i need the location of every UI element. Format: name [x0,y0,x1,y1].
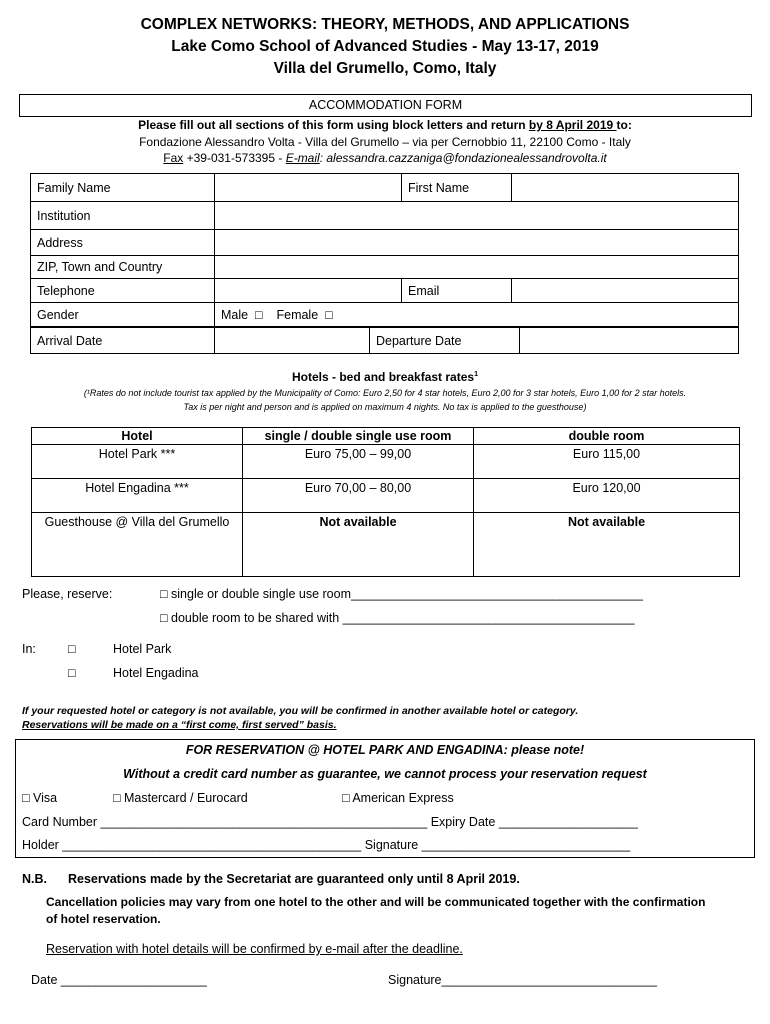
reserve-single-option[interactable]: □ single or double single use room__________________________________________ [160,587,643,601]
availability-notice: If your requested hotel or category is not available, you will be confirmed in another available hotel or category. [22,705,579,717]
email-field[interactable] [512,279,739,303]
hotel-park-checkbox[interactable]: □ [68,642,76,656]
hotel-engadina-option: Hotel Engadina [113,666,199,680]
form-title: ACCOMMODATION FORM [308,98,463,112]
hotels-note-line2: Tax is per night and person and is applied on maximum 4 nights. No tax is applied to the guesthouse) [183,402,587,412]
email-label: E-mail [285,151,320,165]
email-field-label: Email [402,279,512,303]
hotel-name: Hotel Engadina *** [32,479,243,513]
gender-options[interactable]: Male □ Female □ [215,303,739,327]
departure-label: Departure Date [370,328,520,354]
institution-field[interactable] [215,202,739,230]
instructions-to: to: [616,118,632,132]
first-come-notice: Reservations will be made on a “first come, first served” basis. [22,719,337,731]
hotel-col-header: Hotel [32,428,243,445]
single-rate: Euro 75,00 – 99,00 [243,445,474,479]
reserve-double-option[interactable]: □ double room to be shared with __________________________________________ [160,611,635,625]
institution-label: Institution [31,202,215,230]
instructions-text: Please fill out all sections of this form using block letters and return [138,118,529,132]
table-row [32,513,740,577]
double-rate: Not available [474,513,740,577]
double-col-header: double room [474,428,740,445]
hotel-engadina-checkbox[interactable]: □ [68,666,76,680]
date-line[interactable]: Date _____________________ [31,973,207,987]
table-row [32,479,740,513]
telephone-field[interactable] [215,279,402,303]
email-value: : alessandra.cazzaniga@fondazionealessandrovolta.it [319,151,607,165]
gender-label: Gender [31,303,215,327]
confirmation-note: Reservation with hotel details will be confirmed by e-mail after the deadline. [46,942,463,956]
hotel-name: Hotel Park *** [32,445,243,479]
address-label: Address [31,230,215,256]
first-name-field[interactable] [512,174,739,202]
single-col-header: single / double single use room [243,428,474,445]
reserve-label: Please, reserve: [22,587,113,601]
instructions-line1 [0,118,770,132]
table-row [32,445,740,479]
zip-field[interactable] [215,256,739,279]
cancellation-line1: Cancellation policies may vary from one hotel to the other and will be communicated together with the confirmation [46,895,706,909]
fax-label: Fax [163,151,184,165]
dates-table [30,327,739,354]
deadline-text: by 8 April 2019 [528,118,617,132]
cancellation-line2: of hotel reservation. [46,912,161,926]
hotels-footnote-mark: 1 [474,371,478,378]
fax-value: +39-031-573395 - [183,151,286,165]
instructions-contact [0,151,770,165]
family-name-label: Family Name [31,174,215,202]
arrival-field[interactable] [215,328,370,354]
hotel-name: Guesthouse @ Villa del Grumello [32,513,243,577]
hotels-title [0,370,770,384]
zip-label: ZIP, Town and Country [31,256,215,279]
amex-option[interactable]: □ American Express [342,791,454,805]
card-number-line[interactable]: Card Number _______________________________________________ Expiry Date ____________________ [22,815,638,829]
family-name-field[interactable] [215,174,402,202]
nb-label: N.B. [22,872,47,886]
arrival-label: Arrival Date [31,328,215,354]
single-rate: Euro 70,00 – 80,00 [243,479,474,513]
hotels-note-line1: (¹Rates do not include tourist tax applied by the Municipality of Como: Euro 2,50 for 4 star hotels, Euro 2,00 for 3 star hotels, Euro 1,00 for 2 star hotels. [83,388,687,398]
single-rate: Not available [243,513,474,577]
double-rate: Euro 120,00 [474,479,740,513]
hotels-title-text: Hotels - bed and breakfast rates [292,370,475,384]
form-title-box [19,94,752,117]
instructions-address: Fondazione Alessandro Volta - Villa del Grumello – via per Cernobbio 11, 22100 Como - Italy [139,135,631,149]
hotel-rates-table [31,427,740,577]
mastercard-option[interactable]: □ Mastercard / Eurocard [113,791,248,805]
address-field[interactable] [215,230,739,256]
telephone-label: Telephone [31,279,215,303]
holder-line[interactable]: Holder ___________________________________________ Signature ______________________________ [22,838,631,852]
doc-title-line2: Lake Como School of Advanced Studies - May 13-17, 2019 [171,38,599,55]
nb-text: Reservations made by the Secretariat are guaranteed only until 8 April 2019. [68,872,520,886]
visa-option[interactable]: □ Visa [22,791,58,805]
doc-title-line1: COMPLEX NETWORKS: THEORY, METHODS, AND APPLICATIONS [140,16,630,33]
double-rate: Euro 115,00 [474,445,740,479]
personal-info-table [30,173,739,327]
in-label: In: [22,642,36,656]
hotel-park-option: Hotel Park [113,642,172,656]
departure-field[interactable] [520,328,739,354]
first-name-label: First Name [402,174,512,202]
doc-title-line3: Villa del Grumello, Como, Italy [273,60,497,77]
payment-box-title: FOR RESERVATION @ HOTEL PARK AND ENGADINA: please note! [185,743,585,757]
payment-box-subtitle: Without a credit card number as guarantee, we cannot process your reservation request [123,767,647,781]
signature-line[interactable]: Signature_______________________________ [388,973,658,987]
